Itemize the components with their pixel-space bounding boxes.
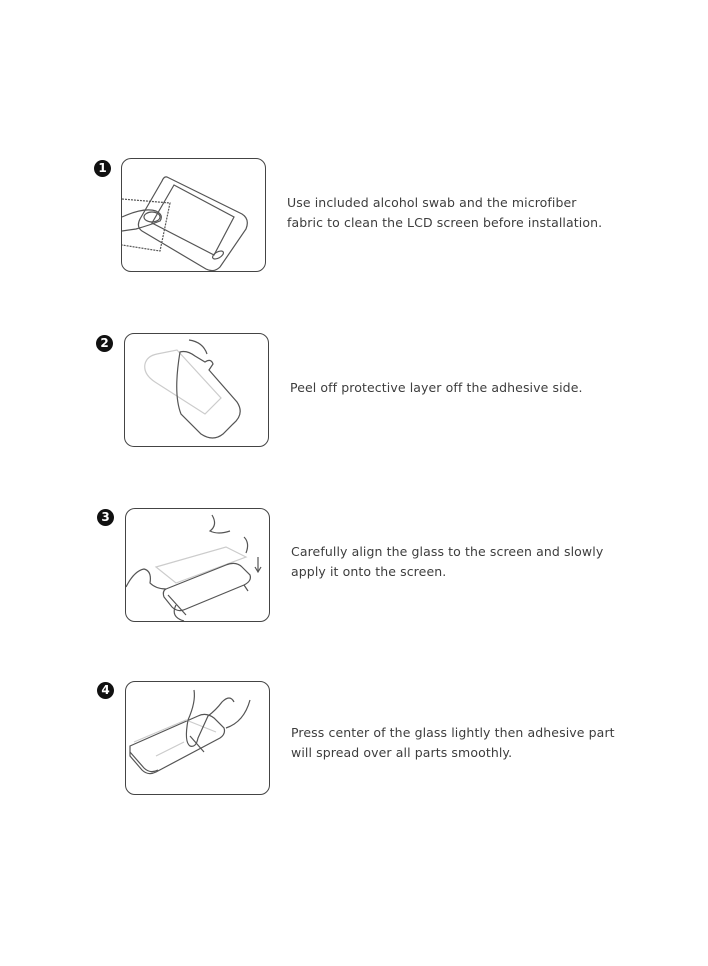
step-3-text-line-2: apply it onto the screen. <box>291 564 447 579</box>
step-number-badge: 1 <box>94 160 111 177</box>
peel-film-icon <box>125 334 268 446</box>
step-4-text-line-1: Press center of the glass lightly then adhesive part <box>291 725 615 740</box>
step-4-text-line-2: will spread over all parts smoothly. <box>291 745 513 760</box>
phone-cleaning-icon <box>122 159 265 271</box>
step-1-text-line-1: Use included alcohol swab and the microfiber <box>287 195 577 210</box>
step-1-text-line-2: fabric to clean the LCD screen before installation. <box>287 215 603 230</box>
press-center-illustration <box>125 681 270 795</box>
align-glass-icon <box>126 509 269 621</box>
step-4-text <box>291 723 615 763</box>
step-number-badge: 4 <box>97 682 114 699</box>
align-glass-illustration <box>125 508 270 622</box>
step-number-badge: 3 <box>97 509 114 526</box>
cleaning-screen-illustration <box>121 158 266 272</box>
step-3-text <box>291 542 603 582</box>
step-3-text-line-1: Carefully align the glass to the screen and slowly <box>291 544 604 559</box>
step-1-text <box>287 193 602 233</box>
press-glass-icon <box>126 682 269 794</box>
step-number-badge: 2 <box>96 335 113 352</box>
step-2-text <box>290 378 583 398</box>
peel-protective-layer-illustration <box>124 333 269 447</box>
step-2-text-line-1: Peel off protective layer off the adhesive side. <box>290 380 583 395</box>
